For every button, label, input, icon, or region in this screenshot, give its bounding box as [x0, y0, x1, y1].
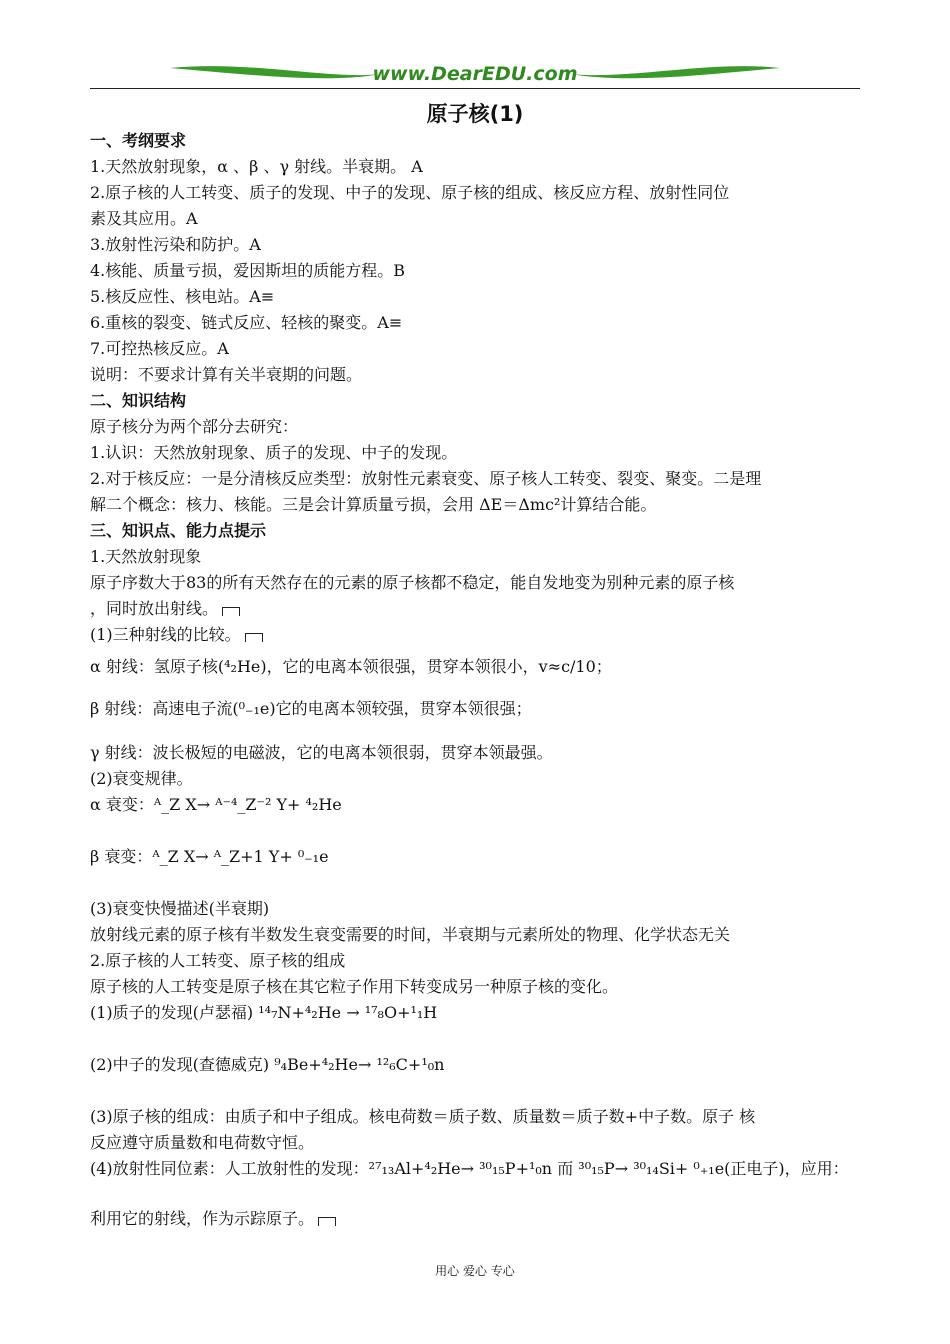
text-line: 6.重核的裂变、链式反应、轻核的聚变。A≡ [90, 313, 403, 332]
text-line: 5.核反应性、核电站。A≡ [90, 287, 275, 306]
page-footer: 用心 爱心 专心 [435, 1264, 515, 1278]
text-line: 3.放射性污染和防护。A [90, 235, 261, 254]
gamma-ray-line: γ 射线：波长极短的电磁波，它的电离本领很弱，贯穿本领最强。 [90, 743, 553, 762]
text-line [90, 1206, 865, 1232]
page-title: 原子核(1) [426, 102, 524, 126]
text-line: 2.原子核的人工转变、原子核的组成 [90, 951, 346, 970]
section-heading: 二、知识结构 [90, 391, 187, 410]
text-line: 说明：不要求计算有关半衰期的问题。 [90, 365, 363, 384]
edit-mark-icon [245, 633, 263, 642]
alpha-ray-line: α 射线：氢原子核(⁴₂He)，它的电离本领很强，贯穿本领很小，v≈c/10； [90, 657, 612, 676]
beta-ray-line: β 射线：高速电子流(⁰₋₁e)它的电离本领较强，贯穿本领很强； [90, 699, 532, 718]
text-line [90, 596, 865, 622]
text-line: (3)衰变快慢描述(半衰期) [90, 899, 270, 918]
text-line: 2.原子核的人工转变、质子的发现、中子的发现、原子核的组成、核反应方程、放射性同位 [90, 183, 730, 202]
section-heading: 一、考纲要求 [90, 131, 187, 150]
text-line: 原子序数大于83的所有天然存在的元素的原子核都不稳定，能自发地变为别种元素的原子核 [90, 573, 735, 592]
alpha-decay-formula: α 衰变：ᴬ_Z X→ ᴬ⁻⁴_Z⁻² Y+ ⁴₂He [90, 795, 342, 814]
text-line: (3)原子核的组成：由质子和中子组成。核电荷数＝质子数、质量数＝质子数+中子数。原子 核 [90, 1107, 756, 1126]
proton-discovery-formula: (1)质子的发现(卢瑟福) ¹⁴₇N+⁴₂He → ¹⁷₈O+¹₁H [90, 1003, 438, 1022]
text-line: 1.认识：天然放射现象、质子的发现、中子的发现。 [90, 443, 458, 462]
text-line: 素及其应用。A [90, 209, 198, 228]
neutron-discovery-formula: (2)中子的发现(查德威克) ⁹₄Be+⁴₂He→ ¹²₆C+¹₀n [90, 1055, 445, 1074]
text-line: 原子核的人工转变是原子核在其它粒子作用下转变成另一种原子核的变化。 [90, 977, 619, 996]
text-line: 解二个概念：核力、核能。三是会计算质量亏损，会用 ΔE＝Δmc²计算结合能。 [90, 495, 657, 514]
leaf-swoosh-logo [90, 58, 860, 92]
text-line: 2.对于核反应：一是分清核反应类型：放射性元素衰变、原子核人工转变、裂变、聚变。二是理 [90, 469, 762, 488]
isotope-formula: (4)放射性同位素：人工放射性的发现：²⁷₁₃Al+⁴₂He→ ³⁰₁₅P+¹₀n 而 ³⁰₁₅P→ ³⁰₁₄Si+ ⁰₊₁e(正电子)，应用： [90, 1159, 849, 1178]
text-span: (1)三种射线的比较。 [90, 625, 241, 644]
edit-mark-icon [222, 607, 240, 616]
text-line: 放射线元素的原子核有半数发生衰变需要的时间，半衰期与元素所处的物理、化学状态无关 [90, 925, 731, 944]
text-line: 1.天然放射现象，α 、β 、γ 射线。半衰期。 A [90, 157, 423, 176]
text-span: 利用它的射线，作为示踪原子。 [90, 1209, 315, 1228]
document-body [90, 128, 865, 1232]
text-line: (2)衰变规律。 [90, 769, 193, 788]
text-line [90, 622, 865, 648]
text-line: 反应遵守质量数和电荷数守恒。 [90, 1133, 315, 1152]
text-span: ，同时放出射线。 [90, 599, 219, 618]
section-heading: 三、知识点、能力点提示 [90, 521, 267, 540]
text-line: 原子核分为两个部分去研究： [90, 417, 299, 436]
text-line: 1.天然放射现象 [90, 547, 202, 566]
edit-mark-icon [318, 1217, 336, 1226]
site-header-banner [90, 58, 860, 92]
text-line: 7.可控热核反应。A [90, 339, 229, 358]
header-divider [90, 88, 860, 89]
logo-text: www.DearEDU.com [372, 63, 578, 85]
text-line: 4.核能、质量亏损，爱因斯坦的质能方程。B [90, 261, 406, 280]
beta-decay-formula: β 衰变：ᴬ_Z X→ ᴬ_Z+1 Y+ ⁰₋₁e [90, 847, 329, 866]
